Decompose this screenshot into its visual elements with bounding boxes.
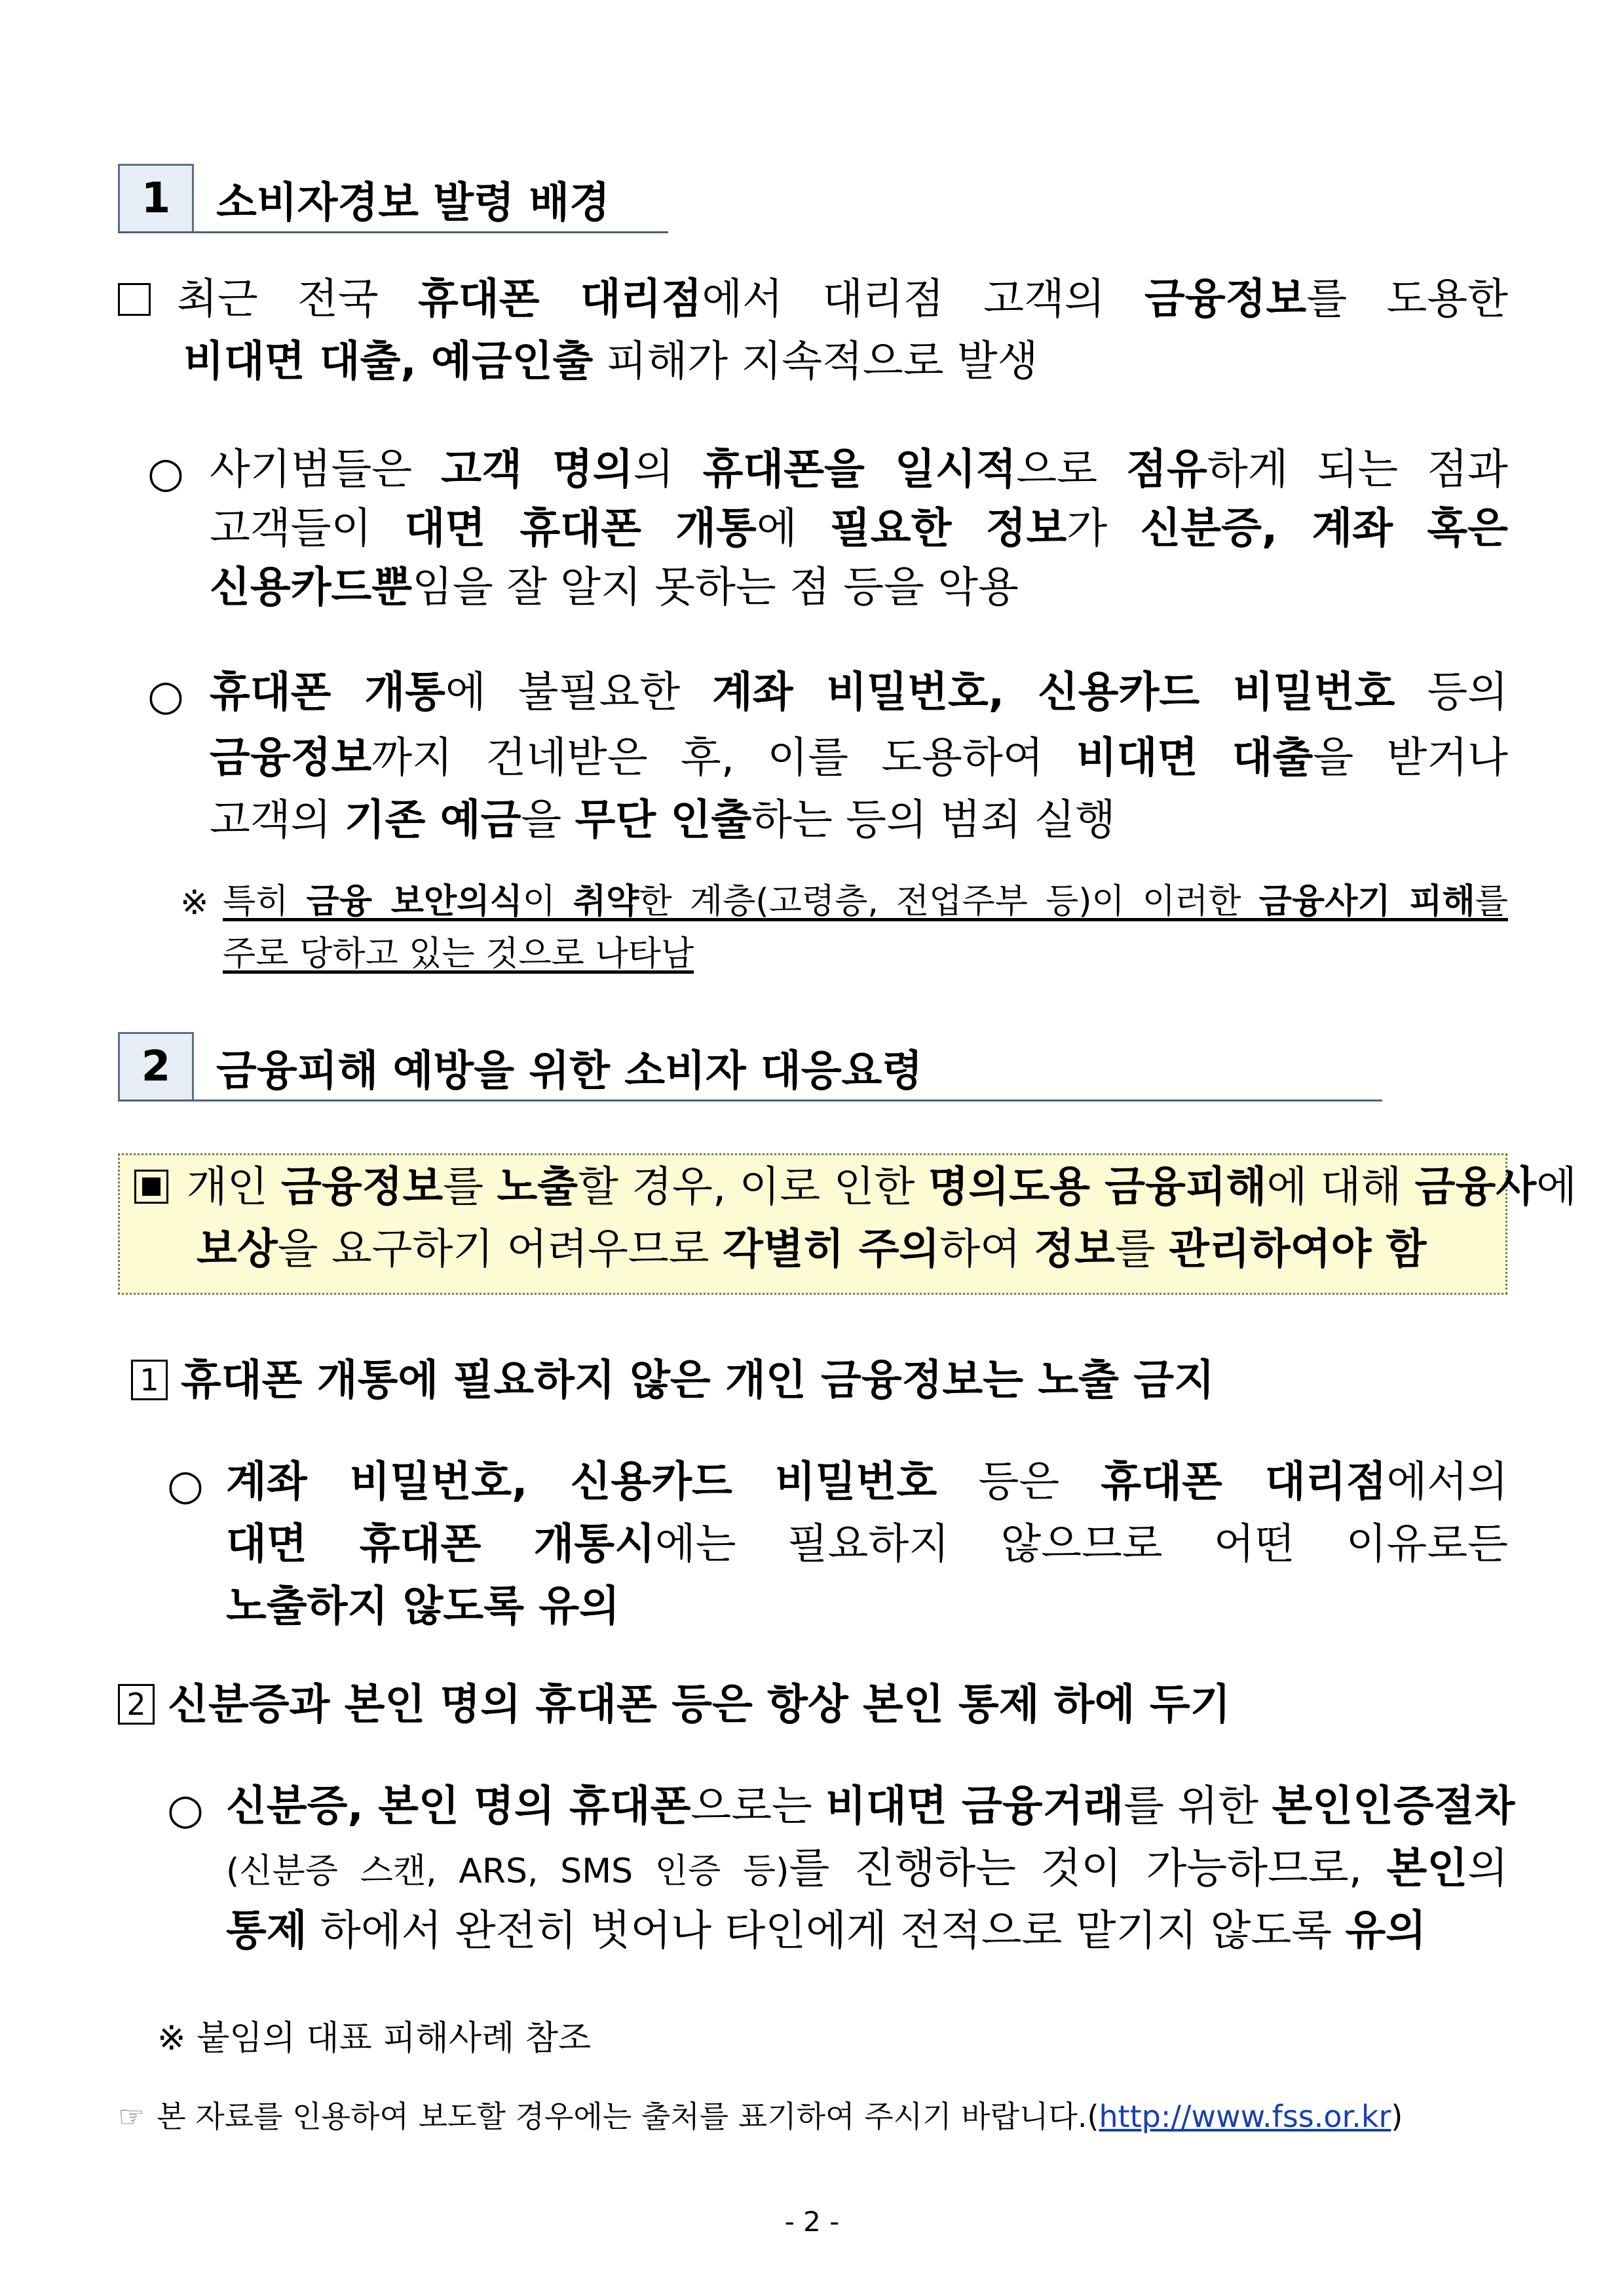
item1-line-2: 대면 휴대폰 개통시에는 필요하지 않으므로 어떤 이유로든 <box>226 1520 1508 1569</box>
lead-line-2: 비대면 대출, 예금인출 피해가 지속적으로 발생 <box>183 337 1038 386</box>
bullet2-line-1: 휴대폰 개통에 불필요한 계좌 비밀번호, 신용카드 비밀번호 등의 <box>210 668 1508 717</box>
page-number: - 2 - <box>784 2206 840 2238</box>
item-2-title: 2 신분증과 본인 명의 휴대폰 등은 항상 본인 통제 하에 두기 <box>118 1684 1230 1726</box>
item1-line-1: 계좌 비밀번호, 신용카드 비밀번호 등은 휴대폰 대리점에서의 <box>226 1458 1508 1506</box>
section-title: 소비자경보 발령 배경 <box>216 179 610 227</box>
bullet-circle-icon: ○ <box>147 672 184 720</box>
item1-line-3: 노출하지 않도록 유의 <box>226 1582 620 1631</box>
section-2-header <box>118 1032 1382 1103</box>
note-line-2: 주로 당하고 있는 것으로 나타남 <box>223 934 694 974</box>
bullet1-line-2: 고객들이 대면 휴대폰 개통에 필요한 정보가 신분증, 계좌 혹은 <box>210 505 1508 553</box>
section-number: 2 <box>118 1032 194 1101</box>
section-number: 1 <box>118 164 194 233</box>
bullet-circle-icon: ○ <box>167 1461 204 1510</box>
item2-line-3: 통제 하에서 완전히 벗어나 타인에게 전적으로 맡기지 않도록 유의 <box>226 1907 1427 1955</box>
section-underline <box>118 1100 1382 1101</box>
note-mark: ※ <box>180 883 209 923</box>
filled-square-bullet-icon <box>134 1170 168 1204</box>
item2-line-2: (신분증 스캔, ARS, SMS 인증 등)를 진행하는 것이 가능하므로, 본인의 <box>226 1845 1509 1893</box>
section-title: 금융피해 예방을 위한 소비자 대응요령 <box>216 1047 923 1096</box>
bullet1-line-3: 신용카드뿐임을 잘 알지 못하는 점 등을 악용 <box>210 564 1019 612</box>
attachment-note: ※ 붙임의 대표 피해사례 참조 <box>157 2019 592 2058</box>
item-number: 2 <box>118 1684 155 1725</box>
section-1-header <box>118 164 668 235</box>
bullet2-line-2: 금융정보까지 건네받은 후, 이를 도용하여 비대면 대출을 받거나 <box>210 734 1508 782</box>
lead-line-1: 최근 전국 휴대폰 대리점에서 대리점 고객의 금융정보를 도용한 <box>118 278 1508 320</box>
bullet-circle-icon: ○ <box>147 449 184 497</box>
highlight-line-2: 보상을 요구하기 어려우므로 각별히 주의하여 정보를 관리하여야 함 <box>197 1225 1427 1274</box>
bullet1-line-1: 사기범들은 고객 명의의 휴대폰을 일시적으로 점유하게 되는 점과 <box>210 446 1509 494</box>
section-underline <box>118 231 668 233</box>
item-1-title: 1 휴대폰 개통에 필요하지 않은 개인 금융정보는 노출 금지 <box>131 1360 1215 1402</box>
item-number: 1 <box>131 1360 168 1400</box>
citation-line: ☞ 본 자료를 인용하여 보도할 경우에는 출처를 표기하여 주시기 바랍니다.(http://www.fss.or.kr) <box>118 2099 1403 2134</box>
highlight-line-1: 개인 금융정보를 노출할 경우, 이로 인한 명의도용 금융피해에 대해 금융사에 <box>134 1166 1490 1208</box>
fss-link[interactable]: http://www.fss.or.kr <box>1099 2099 1391 2134</box>
pointing-hand-icon: ☞ <box>118 2099 145 2134</box>
checkbox-bullet-icon <box>118 283 151 316</box>
bullet2-line-3: 고객의 기존 예금을 무단 인출하는 등의 범죄 실행 <box>210 796 1116 845</box>
bullet-circle-icon: ○ <box>167 1786 204 1834</box>
note-line-1: 특히 금융 보안의식이 취약한 계층(고령층, 전업주부 등)이 이러한 금융사기 피해를 <box>223 882 1509 921</box>
item2-line-1: 신분증, 본인 명의 휴대폰으로는 비대면 금융거래를 위한 본인인증절차 <box>226 1782 1515 1831</box>
